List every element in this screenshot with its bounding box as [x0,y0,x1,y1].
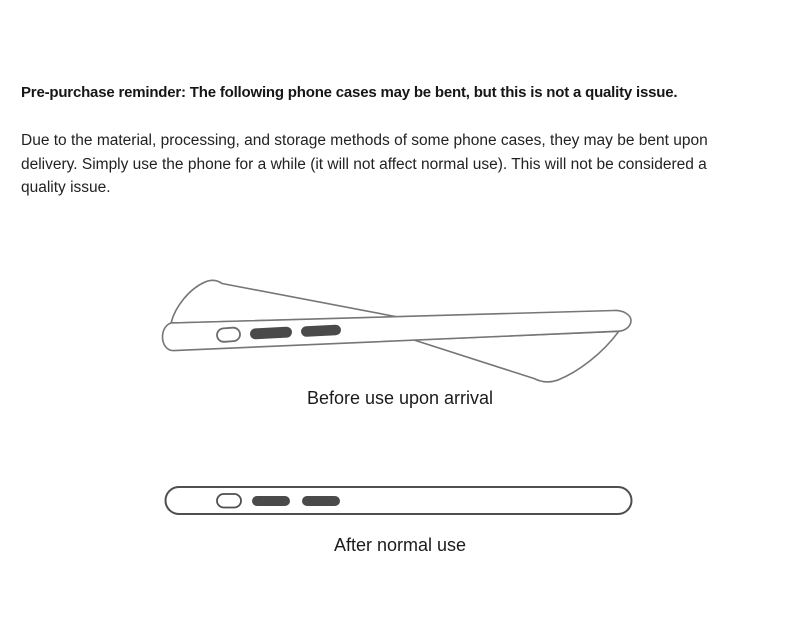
notice-heading: Pre-purchase reminder: The following phone cases may be bent, but this is not a quality issue. [21,84,678,101]
notice-body-line: delivery. Simply use the phone for a while (it will not affect normal use). This will not be considered a [21,155,707,173]
notice-body [21,129,708,200]
mute-switch-cutout-icon [217,327,241,342]
straight-case-caption: After normal use [333,535,467,555]
bent-case-caption: Before use upon arrival [306,388,494,408]
volume-button-icon [252,496,290,506]
volume-button-icon [250,326,293,339]
notice-body-line: Due to the material, processing, and storage methods of some phone cases, they may be bent upon [21,132,708,149]
bent-case-upper-flap [171,280,398,323]
volume-button-icon [301,324,341,337]
straight-phone-case-illustration-icon [160,483,640,519]
mute-switch-cutout-icon [217,494,241,508]
notice-body-line: quality issue. [21,179,111,196]
bent-phone-case-illustration-icon [150,268,650,388]
volume-button-icon [302,496,340,506]
